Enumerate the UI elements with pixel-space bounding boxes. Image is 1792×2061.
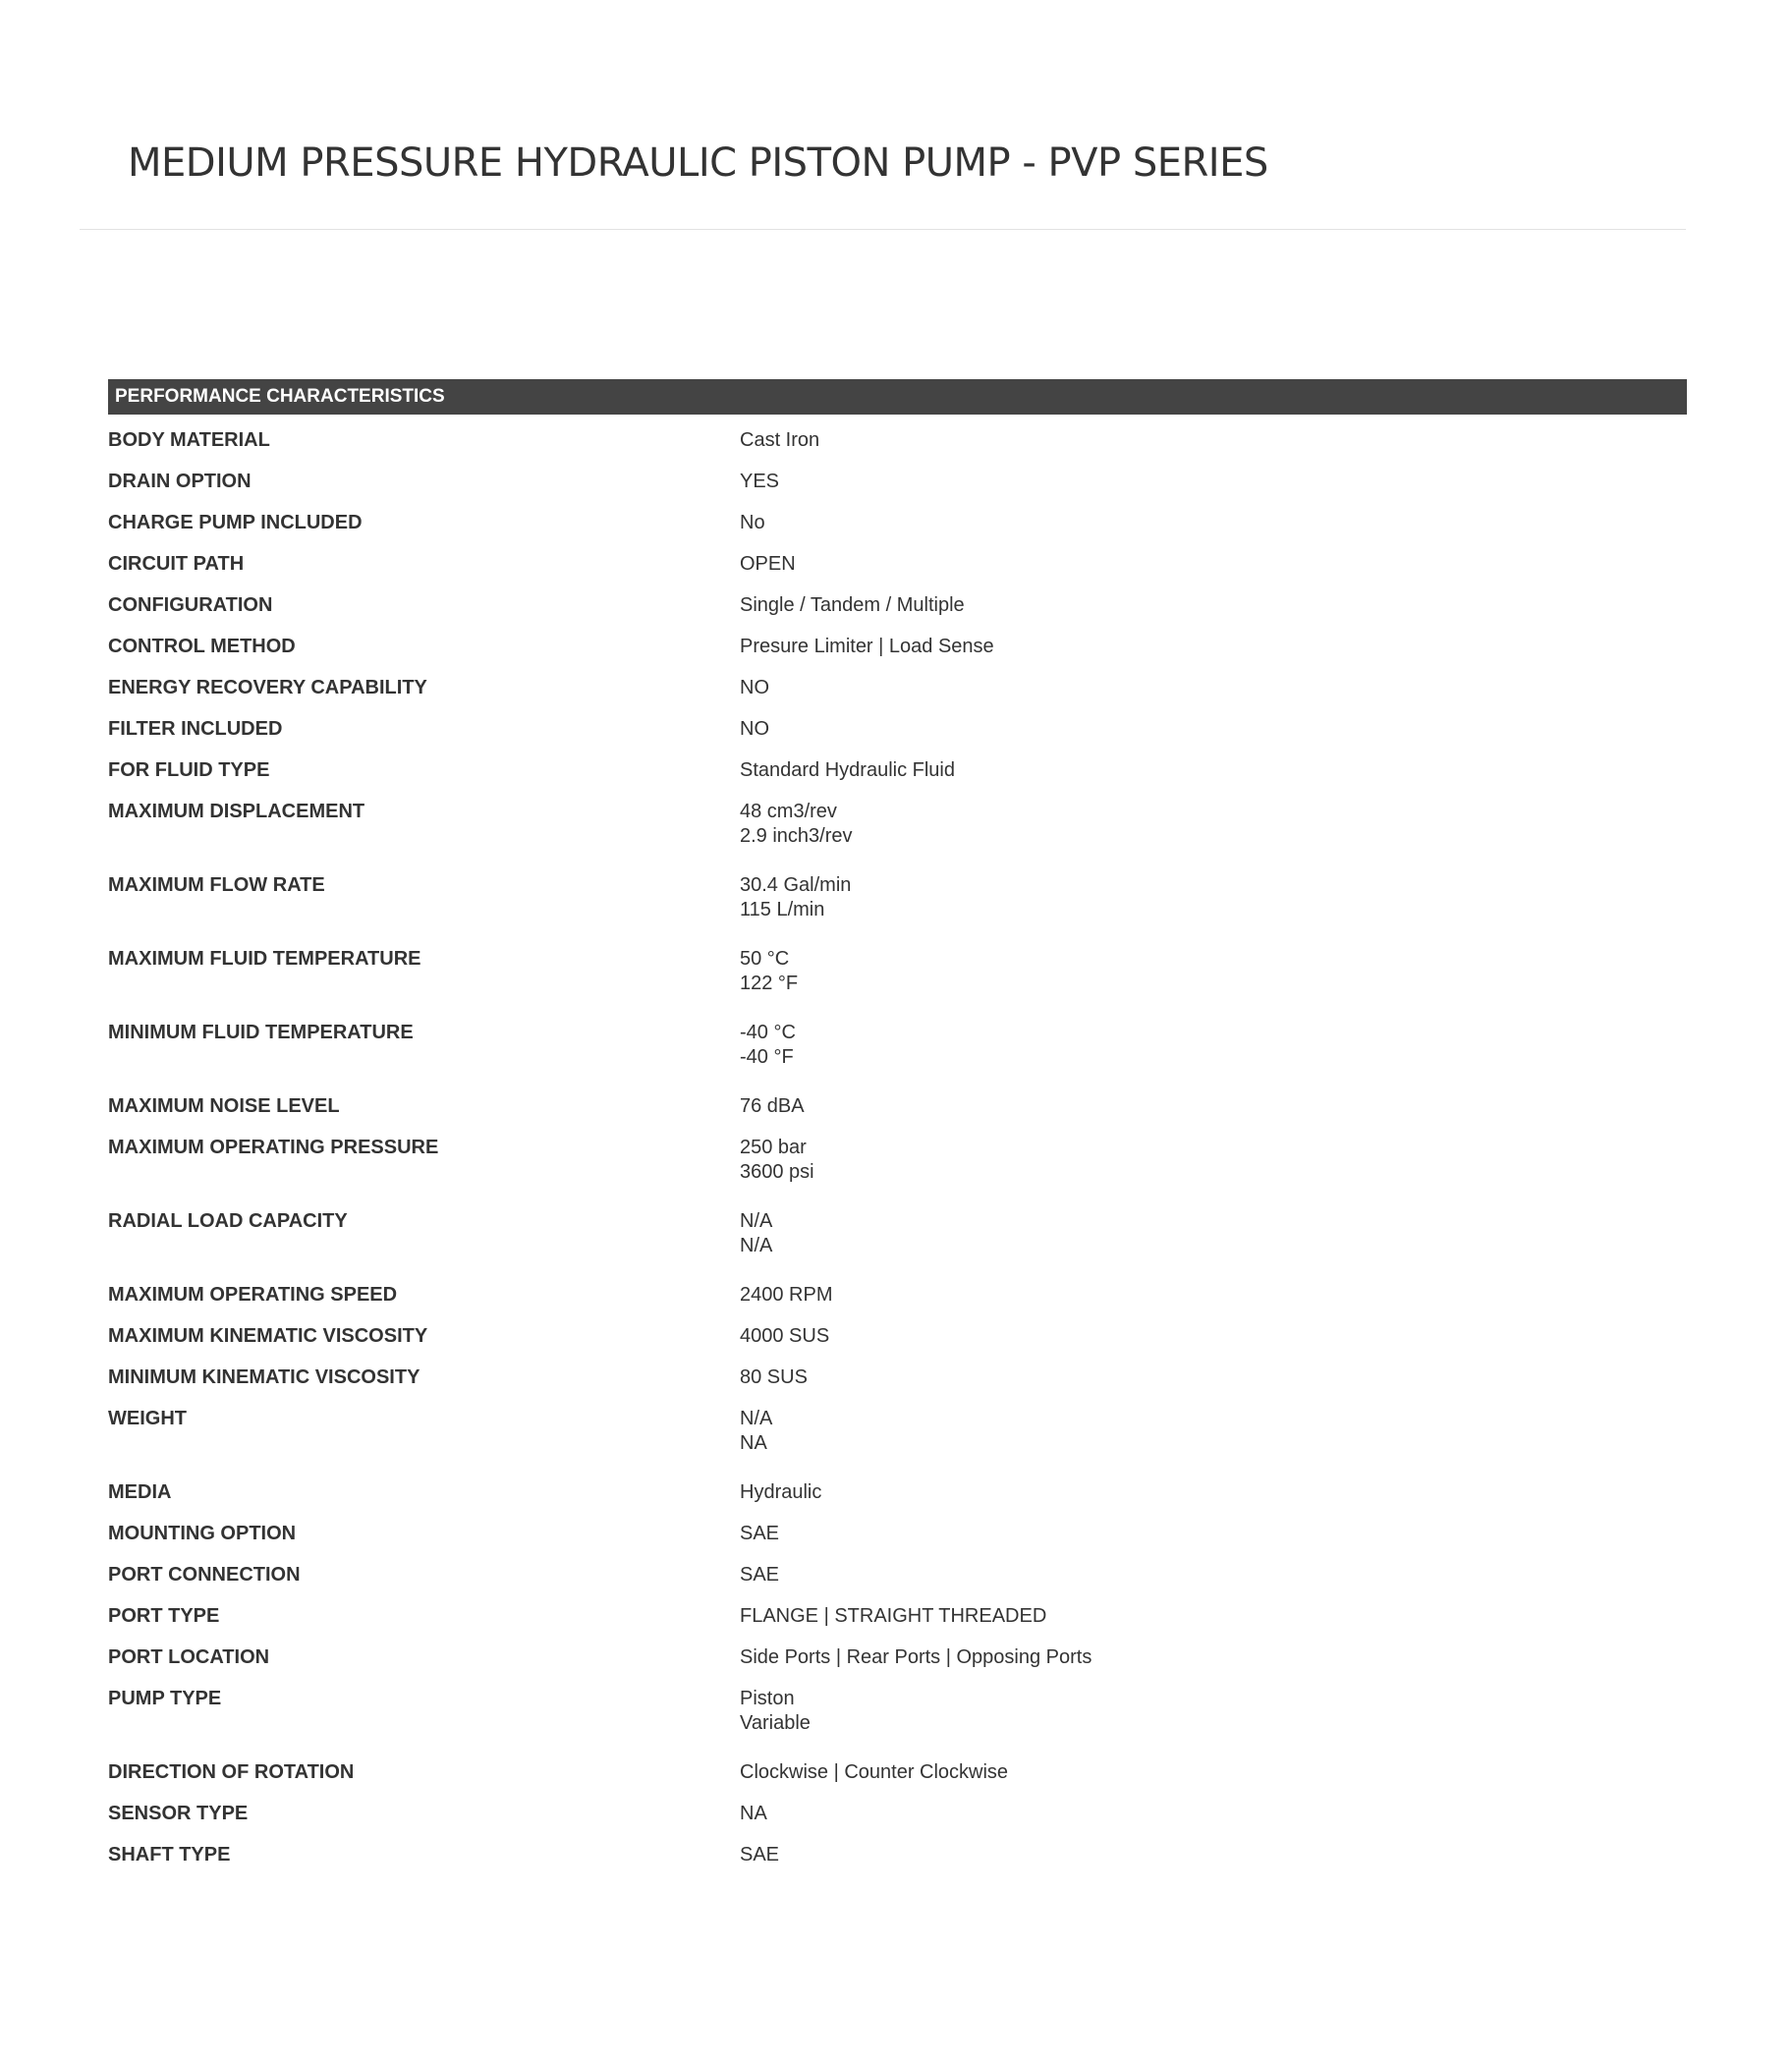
spec-value-line: N/A [740,1408,773,1429]
spec-label: MEDIA [108,1481,172,1503]
spec-value-line: 122 °F [740,973,799,994]
spec-value-line: 30.4 Gal/min [740,874,852,896]
spec-value-line: 2400 RPM [740,1284,833,1306]
spec-label: RADIAL LOAD CAPACITY [108,1210,348,1232]
spec-row [108,1316,1687,1358]
spec-value-line: No [740,512,765,533]
spec-label: CONTROL METHOD [108,636,296,657]
spec-table [108,420,1687,1876]
spec-value-line: 3600 psi [740,1161,814,1183]
spec-value [740,717,1687,742]
spec-value [740,1687,1687,1736]
spec-row [108,1473,1687,1514]
spec-value [740,593,1687,618]
spec-label: DRAIN OPTION [108,471,252,492]
spec-value [740,1324,1687,1349]
spec-value [740,1522,1687,1546]
spec-label: ENERGY RECOVERY CAPABILITY [108,677,427,698]
title-divider [80,229,1686,230]
spec-row [108,420,1687,462]
spec-row [108,1128,1687,1201]
spec-row [108,939,1687,1013]
spec-value [740,1021,1687,1070]
page-title: MEDIUM PRESSURE HYDRAULIC PISTON PUMP - PVP SERIES [128,140,1268,186]
spec-row [108,1275,1687,1316]
spec-value [740,428,1687,453]
spec-row [108,1835,1687,1876]
spec-value-line: 80 SUS [740,1366,808,1388]
spec-row [108,1596,1687,1638]
spec-value-line: Variable [740,1712,811,1734]
spec-row [108,1201,1687,1275]
spec-value-line: Piston [740,1688,795,1709]
spec-value-line: SAE [740,1564,780,1586]
spec-row [108,1399,1687,1473]
spec-row [108,1013,1687,1086]
spec-value-line: SAE [740,1523,780,1544]
spec-value [740,1480,1687,1505]
spec-row [108,1753,1687,1794]
spec-label: CHARGE PUMP INCLUDED [108,512,363,533]
spec-row [108,1794,1687,1835]
spec-label: PORT TYPE [108,1605,220,1627]
spec-value-line: 250 bar [740,1137,807,1158]
spec-label: MAXIMUM NOISE LEVEL [108,1095,340,1117]
spec-value [740,1365,1687,1390]
spec-label: MOUNTING OPTION [108,1523,297,1544]
spec-value-line: Single / Tandem / Multiple [740,594,965,616]
spec-label: DIRECTION OF ROTATION [108,1761,355,1783]
spec-value-line: FLANGE | STRAIGHT THREADED [740,1605,1047,1627]
spec-value-line: 115 L/min [740,899,825,920]
spec-label: PORT CONNECTION [108,1564,301,1586]
spec-label: MAXIMUM OPERATING SPEED [108,1284,398,1306]
spec-label: MAXIMUM OPERATING PRESSURE [108,1137,439,1158]
spec-value-line: 4000 SUS [740,1325,830,1347]
spec-value-line: 76 dBA [740,1095,805,1117]
spec-value [740,947,1687,996]
spec-value [740,800,1687,849]
spec-value [740,511,1687,535]
spec-value-line: Standard Hydraulic Fluid [740,759,955,781]
spec-row [108,544,1687,585]
spec-value-line: 50 °C [740,948,790,970]
spec-value-line: Clockwise | Counter Clockwise [740,1761,1009,1783]
spec-row [108,585,1687,627]
spec-value-line: Hydraulic [740,1481,822,1503]
spec-value [740,1760,1687,1785]
spec-value-line: Cast Iron [740,429,820,451]
spec-value-line: N/A [740,1235,773,1256]
spec-label: PUMP TYPE [108,1688,222,1709]
spec-value-line: -40 °C [740,1022,796,1043]
performance-characteristics-section [108,379,1687,1876]
spec-value [740,758,1687,783]
spec-value [740,470,1687,494]
spec-value [740,552,1687,577]
spec-row [108,462,1687,503]
spec-row [108,751,1687,792]
spec-value-line: -40 °F [740,1046,794,1068]
spec-row [108,1514,1687,1555]
spec-label: BODY MATERIAL [108,429,270,451]
spec-label: SHAFT TYPE [108,1844,231,1866]
spec-value-line: SAE [740,1844,780,1866]
spec-value-line: OPEN [740,553,796,575]
spec-value [740,1283,1687,1308]
spec-row [108,709,1687,751]
spec-label: MINIMUM KINEMATIC VISCOSITY [108,1366,420,1388]
spec-value-line: Side Ports | Rear Ports | Opposing Ports [740,1646,1092,1668]
spec-label: CIRCUIT PATH [108,553,245,575]
spec-label: FOR FLUID TYPE [108,759,270,781]
spec-value-line: Presure Limiter | Load Sense [740,636,994,657]
section-header: PERFORMANCE CHARACTERISTICS [108,379,1687,415]
spec-label: MAXIMUM FLUID TEMPERATURE [108,948,421,970]
spec-row [108,1555,1687,1596]
spec-value-line: YES [740,471,780,492]
spec-row [108,1358,1687,1399]
spec-label: CONFIGURATION [108,594,273,616]
spec-value [740,676,1687,700]
spec-row [108,1086,1687,1128]
spec-value [740,1843,1687,1867]
spec-value [740,1094,1687,1119]
spec-label: PORT LOCATION [108,1646,270,1668]
spec-row [108,865,1687,939]
spec-value-line: 2.9 inch3/rev [740,825,853,847]
spec-row [108,668,1687,709]
spec-row [108,1679,1687,1753]
spec-value-line: 48 cm3/rev [740,801,837,822]
spec-value-line: NO [740,718,769,740]
spec-value [740,1645,1687,1670]
spec-label: MINIMUM FLUID TEMPERATURE [108,1022,414,1043]
spec-value [740,1563,1687,1588]
spec-value [740,1136,1687,1185]
spec-value [740,1802,1687,1826]
spec-row [108,627,1687,668]
spec-label: FILTER INCLUDED [108,718,283,740]
spec-value-line: NA [740,1803,767,1824]
spec-value [740,1209,1687,1258]
spec-value-line: NO [740,677,769,698]
spec-value [740,1407,1687,1456]
spec-label: MAXIMUM FLOW RATE [108,874,325,896]
spec-value [740,873,1687,922]
spec-value-line: N/A [740,1210,773,1232]
spec-label: SENSOR TYPE [108,1803,249,1824]
spec-label: MAXIMUM KINEMATIC VISCOSITY [108,1325,428,1347]
spec-label: MAXIMUM DISPLACEMENT [108,801,365,822]
spec-value-line: NA [740,1432,767,1454]
spec-row [108,503,1687,544]
spec-value [740,1604,1687,1629]
spec-row [108,1638,1687,1679]
spec-value [740,635,1687,659]
spec-row [108,792,1687,865]
spec-label: WEIGHT [108,1408,187,1429]
